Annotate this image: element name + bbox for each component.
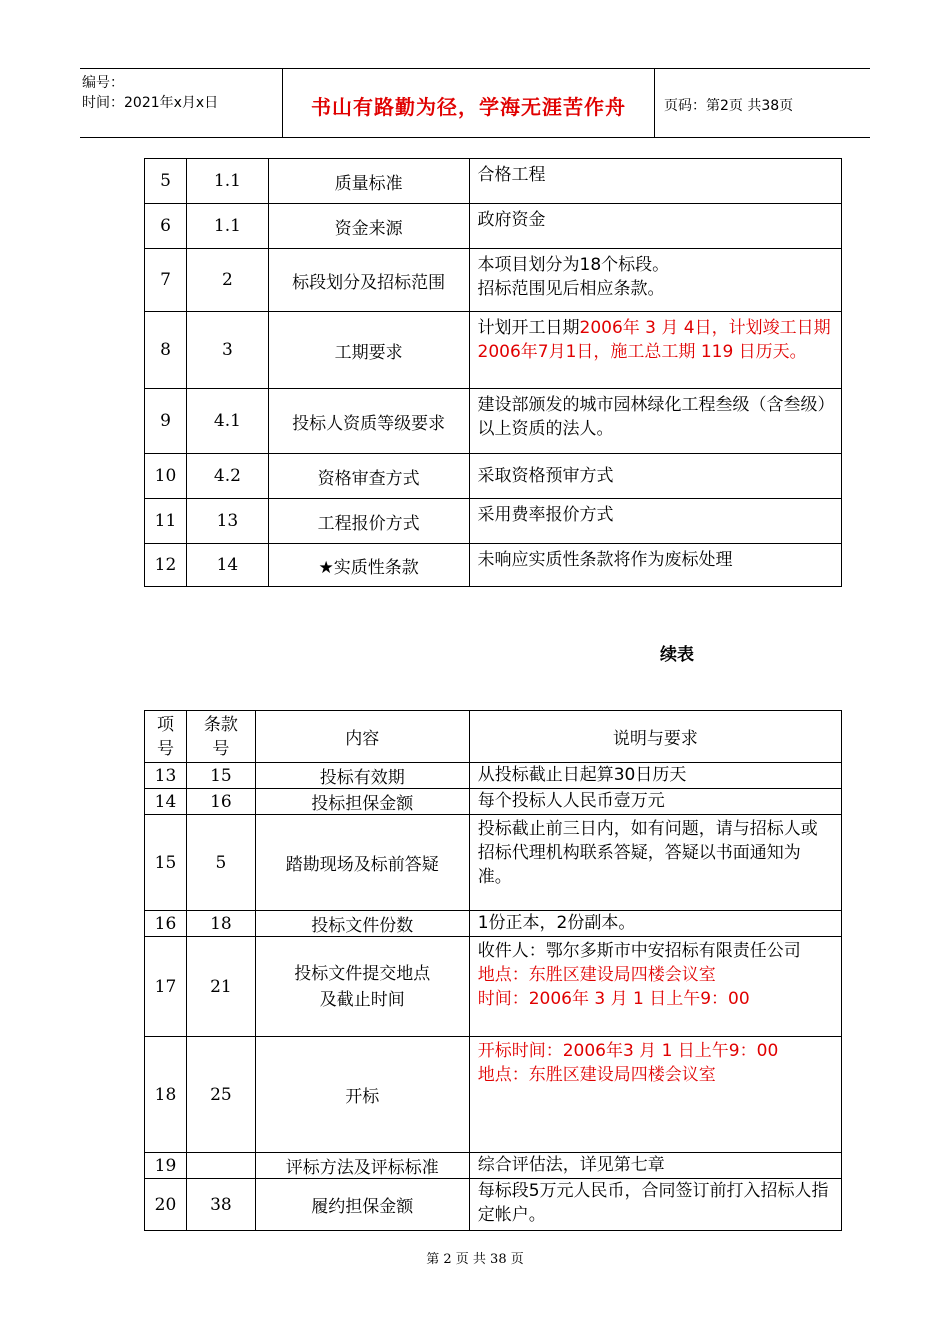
item-desc <box>469 204 841 249</box>
desc-line: 采取资格预审方式 <box>477 466 614 486</box>
row-number: 5 <box>145 159 187 204</box>
row-number: 17 <box>145 937 187 1037</box>
item-desc <box>469 159 841 204</box>
item-name: 标段划分及招标范围 <box>268 249 469 312</box>
item-desc <box>469 454 841 499</box>
table-row <box>145 1179 842 1231</box>
table-row <box>145 454 842 499</box>
row-number: 11 <box>145 499 187 544</box>
clause-number: 1.1 <box>186 159 268 204</box>
row-number: 12 <box>145 544 187 587</box>
data-table-1 <box>144 158 842 587</box>
row-number: 15 <box>145 815 187 911</box>
header-divider <box>654 69 655 137</box>
item-desc: 每标段5万元人民币，合同签订前打入招标人指定帐户。 <box>469 1179 841 1231</box>
page-header <box>80 68 870 138</box>
desc-line-highlight: 时间：2006年 3 月 1 日上午9：00 <box>477 989 750 1009</box>
continued-label: 续表 <box>660 645 694 665</box>
clause-number: 1.1 <box>186 204 268 249</box>
clause-number: 3 <box>186 312 268 389</box>
table-row <box>145 1037 842 1153</box>
row-number: 6 <box>145 204 187 249</box>
clause-number: 25 <box>186 1037 255 1153</box>
item-name: 开标 <box>255 1037 469 1153</box>
item-name: 履约担保金额 <box>255 1179 469 1231</box>
header-no-text: 项号 <box>156 714 174 759</box>
clause-number: 4.1 <box>186 389 268 454</box>
clause-number: 38 <box>186 1179 255 1231</box>
table-row <box>145 1153 842 1179</box>
clause-number <box>186 1153 255 1179</box>
table-row <box>145 204 842 249</box>
item-name: 资金来源 <box>268 204 469 249</box>
header-clause <box>186 711 255 763</box>
clause-number: 14 <box>186 544 268 587</box>
item-name: ★实质性条款 <box>268 544 469 587</box>
table-row <box>145 911 842 937</box>
header-no <box>145 711 187 763</box>
table-row <box>145 937 842 1037</box>
clause-number: 5 <box>186 815 255 911</box>
row-number: 10 <box>145 454 187 499</box>
row-number: 7 <box>145 249 187 312</box>
row-number: 20 <box>145 1179 187 1231</box>
clause-number: 18 <box>186 911 255 937</box>
item-name: 工程报价方式 <box>268 499 469 544</box>
item-name: 投标人资质等级要求 <box>268 389 469 454</box>
desc-line: 收件人：鄂尔多斯市中安招标有限责任公司 <box>477 941 801 961</box>
desc-text: 计划开工日期 <box>477 318 580 338</box>
item-desc: 综合评估法，详见第七章 <box>469 1153 841 1179</box>
table-row <box>145 249 842 312</box>
desc-line-highlight: 地点：东胜区建设局四楼会议室 <box>477 965 716 985</box>
item-name-text: 投标文件提交地点及截止时间 <box>294 963 431 1010</box>
row-number: 9 <box>145 389 187 454</box>
clause-number: 21 <box>186 937 255 1037</box>
desc-line: 本项目划分为18个标段。 <box>477 255 670 275</box>
item-name: 投标有效期 <box>255 763 469 789</box>
item-name: 工期要求 <box>268 312 469 389</box>
clause-number: 15 <box>186 763 255 789</box>
table-row <box>145 389 842 454</box>
desc-text-highlight: 2006年 3 月 4日，计划竣工日期2006年7月1日，施工总工期 119 日历天。 <box>477 318 831 362</box>
table-row <box>145 789 842 815</box>
item-desc: 投标截止前三日内，如有问题，请与招标人或招标代理机构联系答疑，答疑以书面通知为准。 <box>469 815 841 911</box>
desc-line: 采用费率报价方式 <box>477 505 614 525</box>
clause-number: 16 <box>186 789 255 815</box>
table-row <box>145 763 842 789</box>
table-row <box>145 312 842 389</box>
desc-line: 政府资金 <box>477 210 546 230</box>
clause-number: 2 <box>186 249 268 312</box>
table-header-row <box>145 711 842 763</box>
header-motto: 书山有路勤为径，学海无涯苦作舟 <box>311 95 626 119</box>
item-desc <box>469 389 841 454</box>
item-desc <box>469 544 841 587</box>
desc-line-highlight: 开标时间：2006年3 月 1 日上午9：00 <box>477 1041 779 1061</box>
item-desc <box>469 499 841 544</box>
desc-line: 建设部颁发的城市园林绿化工程叁级（含叁级）以上资质的法人。 <box>477 395 827 439</box>
item-desc: 每个投标人人民币壹万元 <box>469 789 841 815</box>
item-name: 资格审查方式 <box>268 454 469 499</box>
table-row <box>145 544 842 587</box>
clause-number: 4.2 <box>186 454 268 499</box>
time-label: 时间：2021年x月x日 <box>82 95 219 111</box>
item-name: 踏勘现场及标前答疑 <box>255 815 469 911</box>
header-page-info: 页码：第2页 共38页 <box>664 98 794 114</box>
item-desc <box>469 249 841 312</box>
item-name: 投标文件份数 <box>255 911 469 937</box>
item-name: 评标方法及评标标准 <box>255 1153 469 1179</box>
item-name: 质量标准 <box>268 159 469 204</box>
row-number: 13 <box>145 763 187 789</box>
table-row <box>145 815 842 911</box>
clause-number: 13 <box>186 499 268 544</box>
item-desc <box>469 1037 841 1153</box>
item-name <box>255 937 469 1037</box>
page-footer: 第 2 页 共 38 页 <box>426 1252 524 1267</box>
desc-line-highlight: 地点：东胜区建设局四楼会议室 <box>477 1065 716 1085</box>
row-number: 8 <box>145 312 187 389</box>
header-item: 内容 <box>255 711 469 763</box>
code-label: 编号： <box>82 75 124 91</box>
desc-line: 招标范围见后相应条款。 <box>477 279 665 299</box>
row-number: 18 <box>145 1037 187 1153</box>
row-number: 14 <box>145 789 187 815</box>
item-desc: 1份正本，2份副本。 <box>469 911 841 937</box>
header-desc: 说明与要求 <box>469 711 841 763</box>
header-meta <box>82 73 282 113</box>
item-desc <box>469 937 841 1037</box>
row-number: 16 <box>145 911 187 937</box>
desc-line: 未响应实质性条款将作为废标处理 <box>477 550 733 570</box>
desc-line: 合格工程 <box>477 165 546 185</box>
item-desc: 从投标截止日起算30日历天 <box>469 763 841 789</box>
item-name: 投标担保金额 <box>255 789 469 815</box>
item-desc <box>469 312 841 389</box>
header-clause-text: 条款号 <box>203 714 238 759</box>
row-number: 19 <box>145 1153 187 1179</box>
data-table-2 <box>144 710 842 1231</box>
table-row <box>145 499 842 544</box>
table-row <box>145 159 842 204</box>
